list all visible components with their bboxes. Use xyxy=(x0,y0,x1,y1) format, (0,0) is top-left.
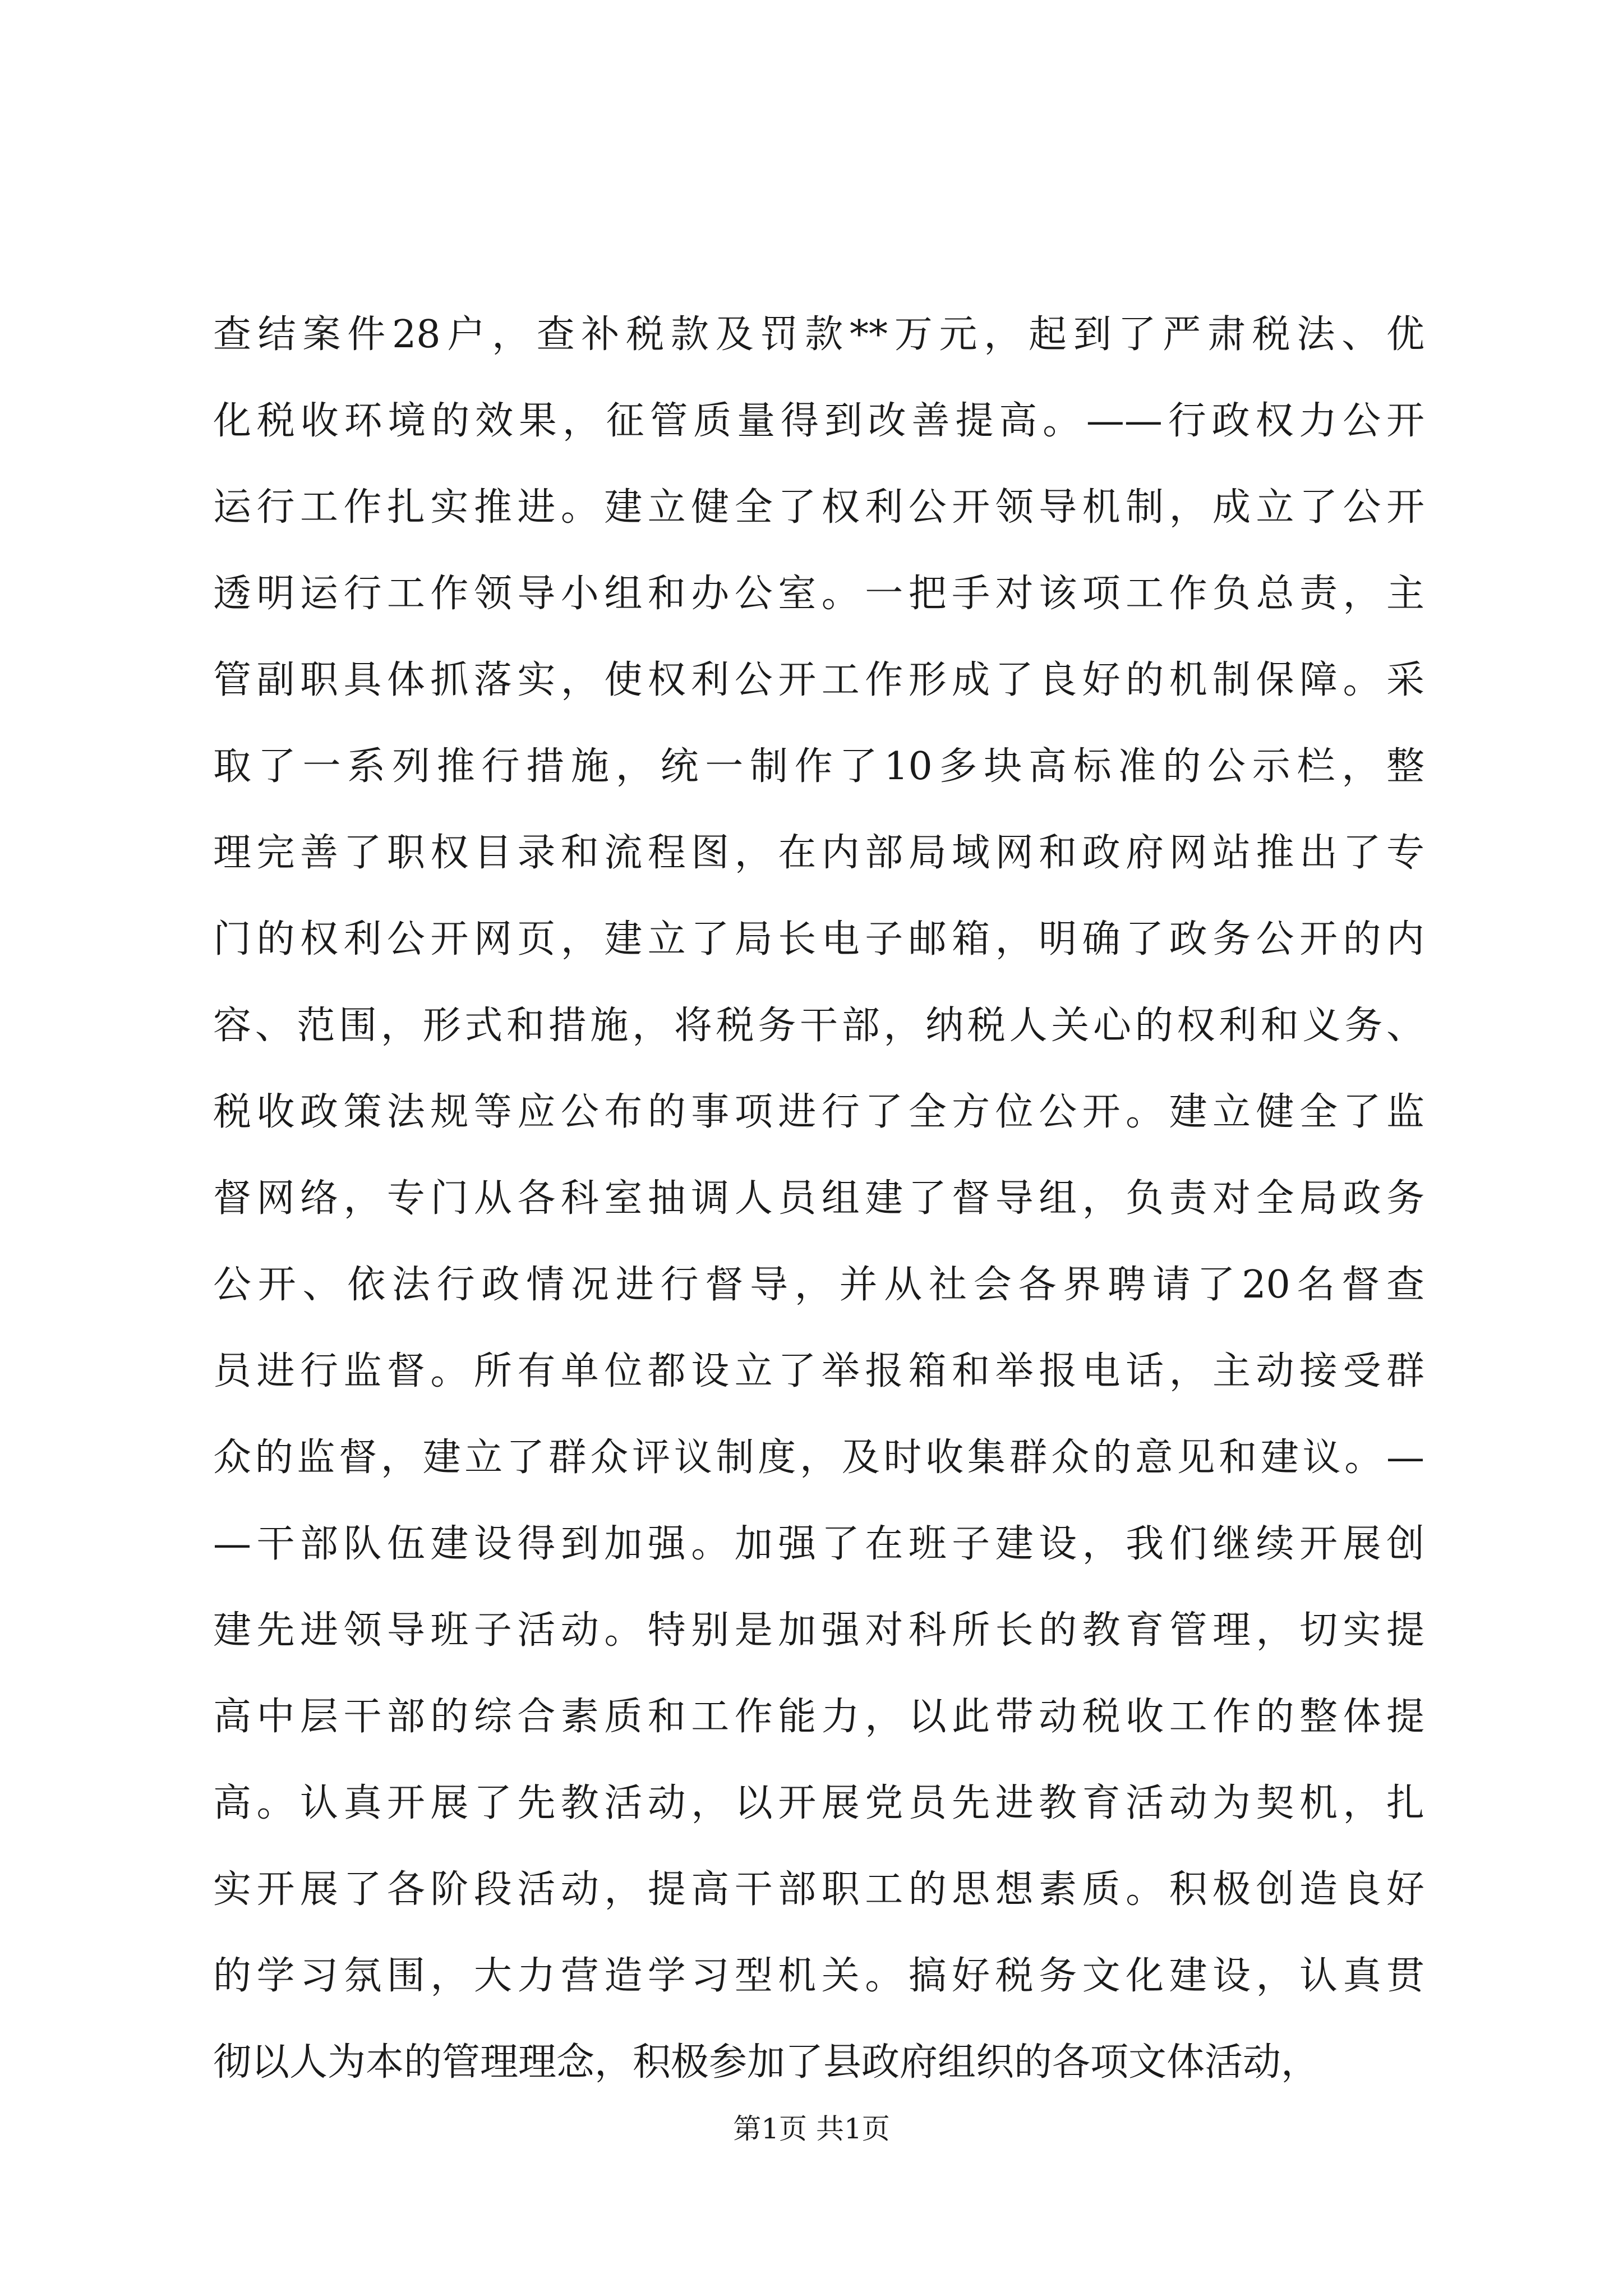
text-line: 容、范围，形式和措施，将税务干部，纳税人关心的权利和义务、 xyxy=(213,1004,1424,1048)
text-line: 理完善了职权目录和流程图，在内部局域网和政府网站推出了专 xyxy=(213,831,1424,875)
text-line: 公开、依法行政情况进行督导，并从社会各界聘请了20名督查 xyxy=(213,1263,1424,1307)
text-line: —干部队伍建设得到加强。加强了在班子建设，我们继续开展创 xyxy=(213,1522,1424,1566)
text-line: 建先进领导班子活动。特别是加强对科所长的教育管理，切实提 xyxy=(213,1608,1424,1653)
text-line: 税收政策法规等应公布的事项进行了全方位公开。建立健全了监 xyxy=(213,1090,1424,1134)
page-footer: 第1页 共1页 xyxy=(733,2113,890,2145)
text-line: 取了一系列推行措施，统一制作了10多块高标准的公示栏，整 xyxy=(213,744,1424,789)
text-line: 督网络，专门从各科室抽调人员组建了督导组，负责对全局政务 xyxy=(213,1176,1424,1221)
text-line: 运行工作扎实推进。建立健全了权利公开领导机制，成立了公开 xyxy=(213,485,1424,530)
text-line: 透明运行工作领导小组和办公室。一把手对该项工作负总责，主 xyxy=(213,572,1424,616)
text-line: 员进行监督。所有单位都设立了举报箱和举报电话，主动接受群 xyxy=(213,1349,1424,1393)
text-line: 门的权利公开网页，建立了局长电子邮箱，明确了政务公开的内 xyxy=(213,917,1424,961)
text-line: 实开展了各阶段活动，提高干部职工的思想素质。积极创造良好 xyxy=(213,1867,1424,1912)
text-line: 管副职具体抓落实，使权利公开工作形成了良好的机制保障。采 xyxy=(213,658,1424,702)
text-line: 众的监督，建立了群众评议制度，及时收集群众的意见和建议。— xyxy=(213,1435,1424,1480)
text-line: 化税收环境的效果，征管质量得到改善提高。——行政权力公开 xyxy=(213,399,1424,443)
text-line: 彻以人为本的管理理念，积极参加了县政府组织的各项文体活动， xyxy=(213,2040,1320,2085)
text-line: 查结案件28户，查补税款及罚款**万元，起到了严肃税法、优 xyxy=(213,312,1424,357)
text-line: 高中层干部的综合素质和工作能力，以此带动税收工作的整体提 xyxy=(213,1695,1424,1739)
text-line: 高。认真开展了先教活动，以开展党员先进教育活动为契机，扎 xyxy=(213,1781,1424,1825)
body-text xyxy=(213,292,1424,2106)
text-line: 的学习氛围，大力营造学习型机关。搞好税务文化建设，认真贯 xyxy=(213,1954,1424,1998)
